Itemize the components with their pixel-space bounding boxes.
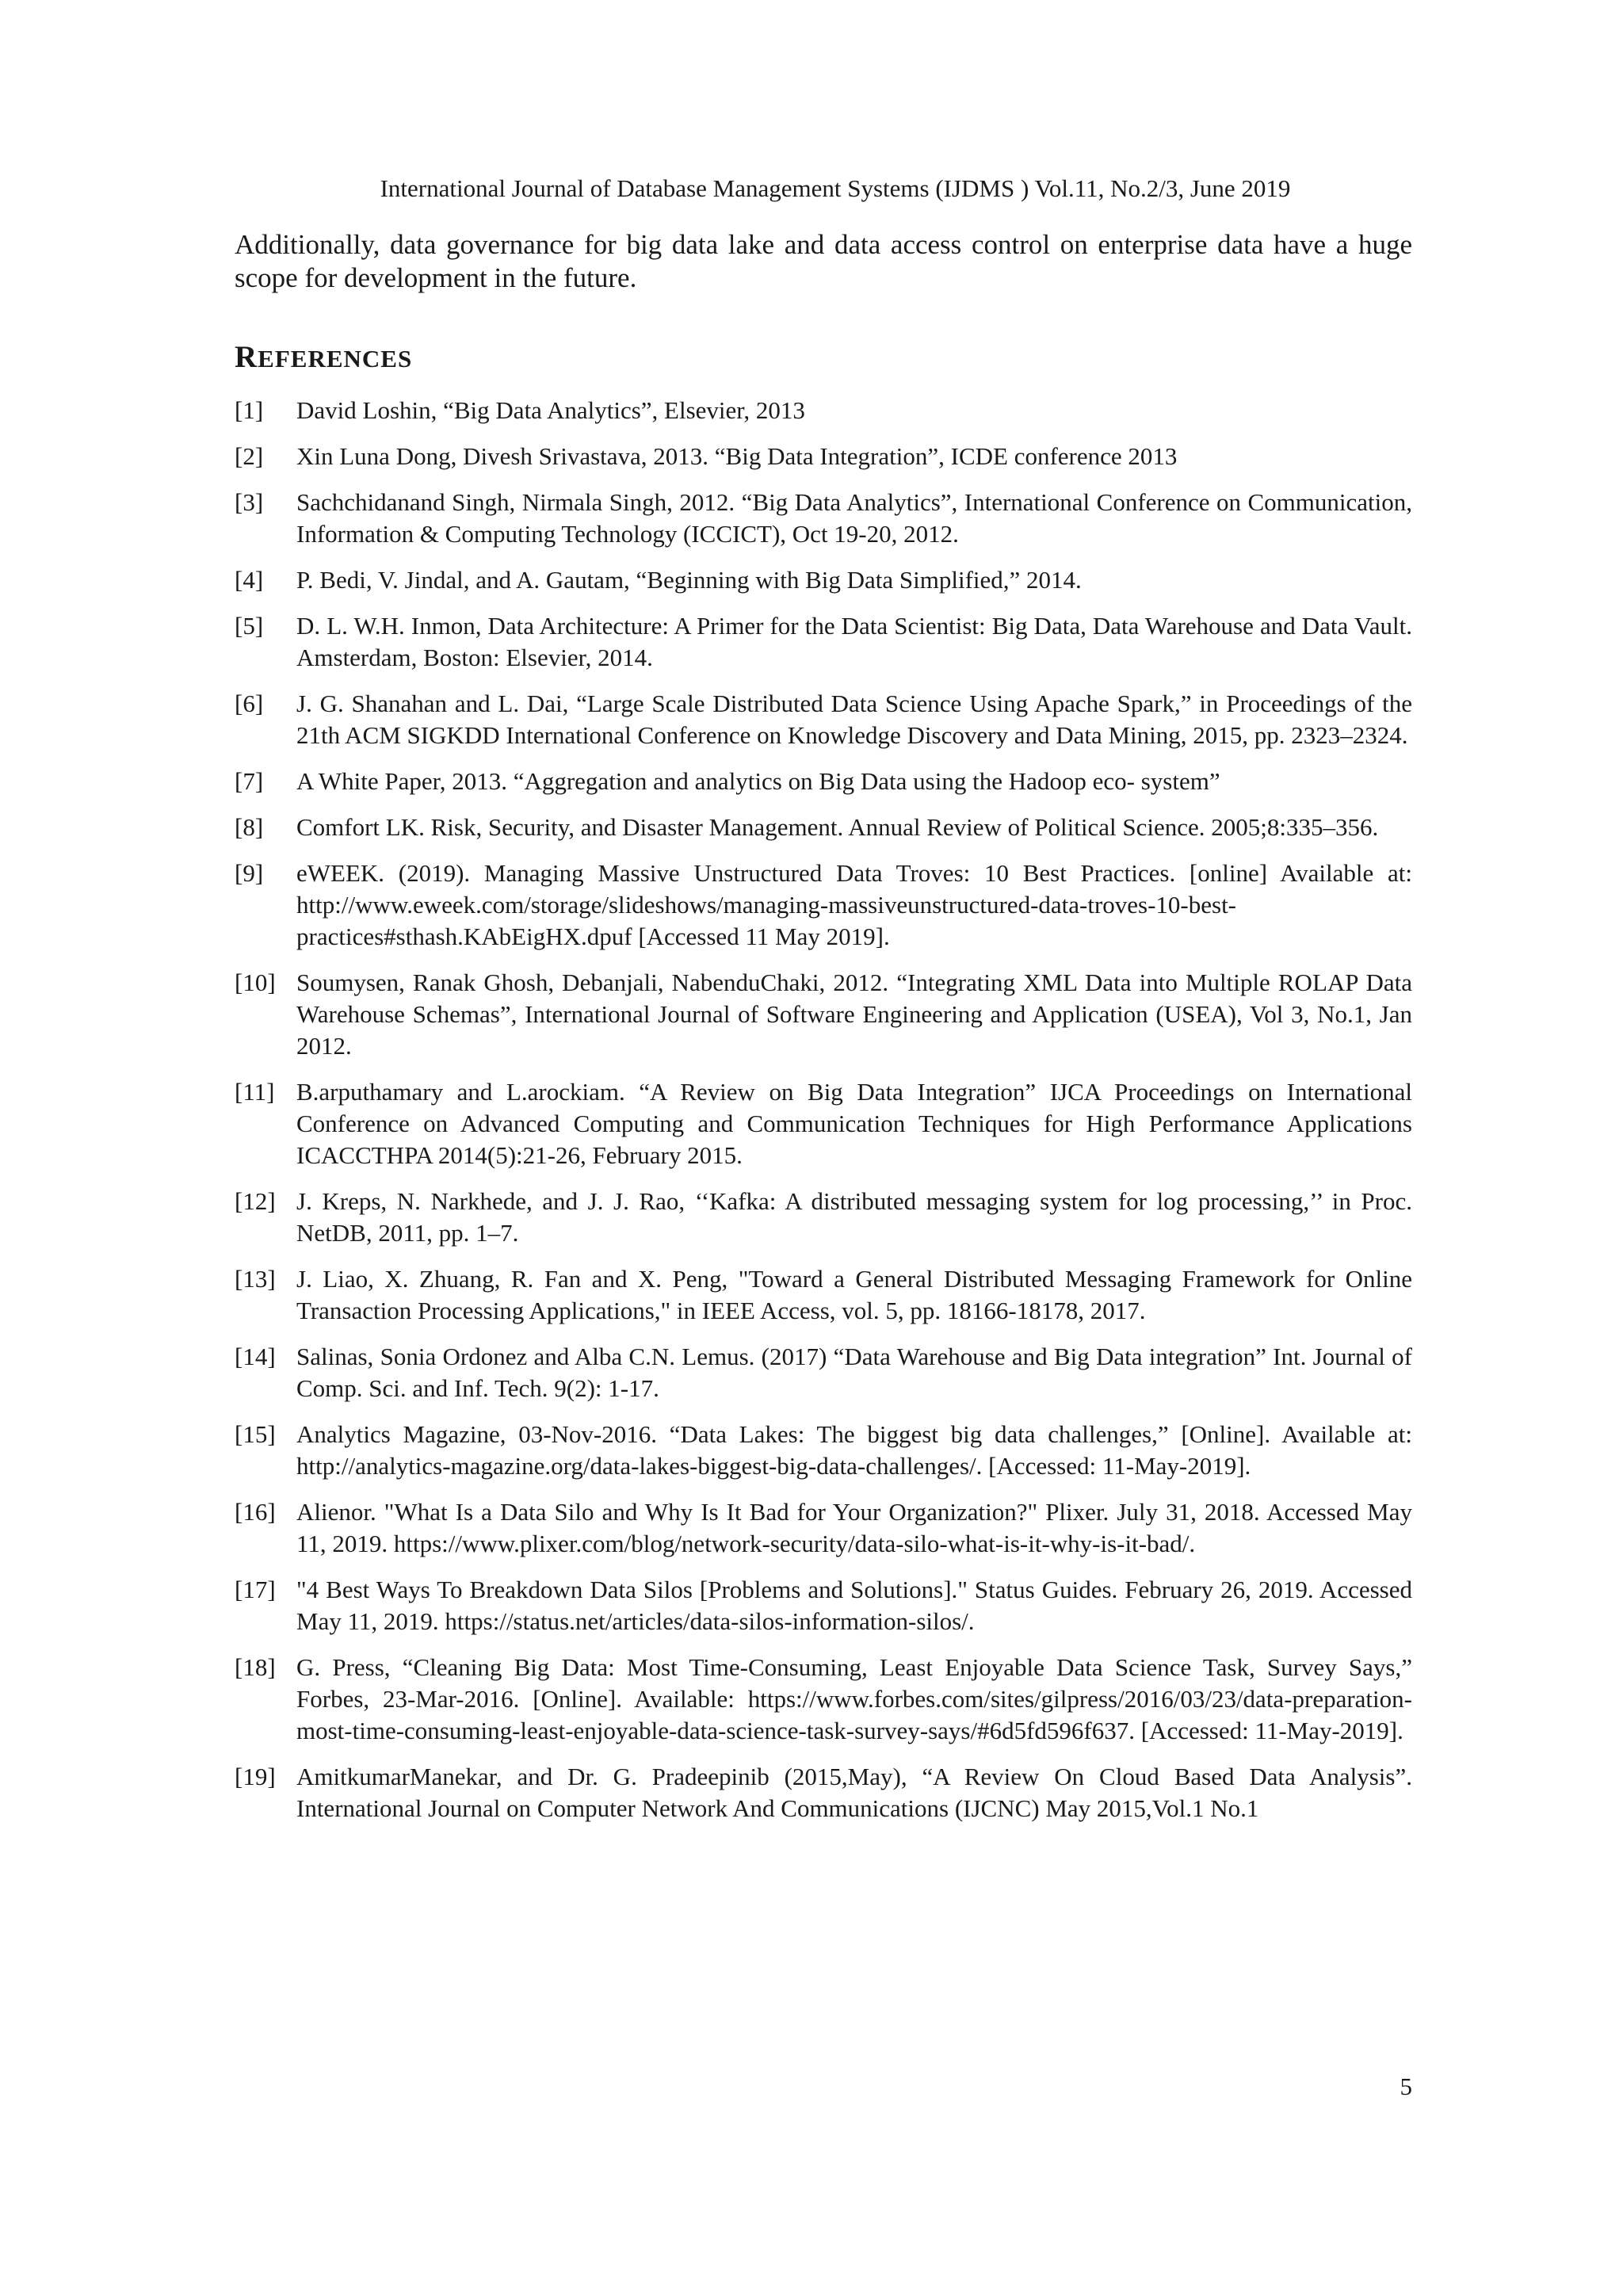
reference-text: Salinas, Sonia Ordonez and Alba C.N. Lemus. (2017) “Data Warehouse and Big Data integration” Int. Journal of Comp. Sci. and Inf. Tech. 9(2): 1-17. [296, 1343, 1412, 1402]
reference-text: J. G. Shanahan and L. Dai, “Large Scale Distributed Data Science Using Apache Spark,” in Proceedings of the 21th ACM SIGKDD International Conference on Knowledge Discovery and Data Mining, 2015, pp. 2323–2324. [296, 690, 1412, 749]
reference-item [235, 1341, 1412, 1404]
reference-item [235, 967, 1412, 1062]
reference-number: [7] [235, 767, 264, 795]
reference-text: Sachchidanand Singh, Nirmala Singh, 2012. “Big Data Analytics”, International Conference on Communication, Information & Computing Technology (ICCICT), Oct 19-20, 2012. [296, 488, 1412, 548]
reference-number: [9] [235, 859, 264, 887]
reference-item [235, 1419, 1412, 1482]
reference-item [235, 441, 1412, 472]
reference-item [235, 487, 1412, 550]
reference-number: [11] [235, 1078, 275, 1106]
reference-text: P. Bedi, V. Jindal, and A. Gautam, “Beginning with Big Data Simplified,” 2014. [296, 566, 1082, 594]
reference-text: J. Liao, X. Zhuang, R. Fan and X. Peng, "Toward a General Distributed Messaging Framework for Online Transaction Processing Applications," in IEEE Access, vol. 5, pp. 18166-18178, 2017. [296, 1265, 1412, 1324]
reference-item [235, 688, 1412, 751]
reference-item [235, 1574, 1412, 1637]
reference-item [235, 564, 1412, 596]
reference-item [235, 1263, 1412, 1327]
reference-item [235, 1761, 1412, 1824]
reference-text: Xin Luna Dong, Divesh Srivastava, 2013. “Big Data Integration”, ICDE conference 2013 [296, 442, 1178, 470]
reference-item [235, 610, 1412, 674]
reference-text: D. L. W.H. Inmon, Data Architecture: A Primer for the Data Scientist: Big Data, Data Warehouse and Data Vault. Amsterdam, Boston: Elsevier, 2014. [296, 612, 1412, 671]
reference-number: [1] [235, 396, 264, 424]
reference-item [235, 1076, 1412, 1171]
reference-number: [12] [235, 1187, 276, 1215]
reference-number: [13] [235, 1265, 276, 1293]
reference-text: Alienor. "What Is a Data Silo and Why Is It Bad for Your Organization?" Plixer. July 31, 2018. Accessed May 11, 2019. https://www.plixer.com/blog/network-security/data-silo-what-is-it-why-is-it-bad/. [296, 1498, 1412, 1557]
reference-number: [17] [235, 1576, 276, 1603]
reference-text: eWEEK. (2019). Managing Massive Unstructured Data Troves: 10 Best Practices. [online] Available at: http://www.eweek.com/storage/slideshows/managing-massiveunstructured-data-troves-10-best-practices#sthash.KAbEigHX.dpuf [Accessed 11 May 2019]. [296, 859, 1412, 950]
reference-text: G. Press, “Cleaning Big Data: Most Time-Consuming, Least Enjoyable Data Science Task, Survey Says,” Forbes, 23-Mar-2016. [Online]. Available: https://www.forbes.com/sites/gilpress/2016/03/23/data-preparation-most-time-consuming-least-enjoyable-data-science-task-survey-says/#6d5fd596f637. [Accessed: 11-May-2019]. [296, 1653, 1412, 1744]
reference-text: AmitkumarManekar, and Dr. G. Pradeepinib (2015,May), “A Review On Cloud Based Data Analysis”. International Journal on Computer Network And Communications (IJCNC) May 2015,Vol.1 No.1 [296, 1763, 1412, 1822]
reference-number: [18] [235, 1653, 276, 1681]
references-heading-rest: EFERENCES [258, 345, 413, 372]
references-heading-initial: R [235, 340, 258, 374]
reference-list [235, 395, 1412, 1839]
reference-item [235, 1496, 1412, 1560]
reference-text: Analytics Magazine, 03-Nov-2016. “Data Lakes: The biggest big data challenges,” [Online]. Available at: http://analytics-magazine.org/data-lakes-biggest-big-data-challenges/. [Accessed: 11-May-2019]. [296, 1420, 1412, 1480]
reference-number: [2] [235, 442, 264, 470]
references-heading [235, 339, 412, 375]
reference-number: [15] [235, 1420, 276, 1448]
reference-number: [14] [235, 1343, 276, 1370]
reference-number: [16] [235, 1498, 276, 1526]
reference-text: David Loshin, “Big Data Analytics”, Elsevier, 2013 [296, 396, 805, 424]
reference-item [235, 1186, 1412, 1249]
reference-number: [6] [235, 690, 264, 717]
reference-text: "4 Best Ways To Breakdown Data Silos [Problems and Solutions]." Status Guides. February 26, 2019. Accessed May 11, 2019. https://status.net/articles/data-silos-information-silos/. [296, 1576, 1412, 1635]
reference-item [235, 1652, 1412, 1747]
intro-paragraph: Additionally, data governance for big data lake and data access control on enterprise data have a huge scope for development in the future. [235, 229, 1412, 293]
running-header: International Journal of Database Management Systems (IJDMS ) Vol.11, No.2/3, June 2019 [380, 174, 1291, 202]
reference-item [235, 766, 1412, 797]
reference-item [235, 858, 1412, 953]
reference-number: [5] [235, 612, 264, 640]
reference-number: [4] [235, 566, 264, 594]
reference-text: A White Paper, 2013. “Aggregation and analytics on Big Data using the Hadoop eco- system” [296, 767, 1220, 795]
reference-item [235, 395, 1412, 426]
reference-text: J. Kreps, N. Narkhede, and J. J. Rao, ‘‘Kafka: A distributed messaging system for log processing,’’ in Proc. NetDB, 2011, pp. 1–7. [296, 1187, 1412, 1247]
reference-text: B.arputhamary and L.arockiam. “A Review on Big Data Integration” IJCA Proceedings on International Conference on Advanced Computing and Communication Techniques for High Performance Applications ICACCTHPA 2014(5):21-26, February 2015. [296, 1078, 1412, 1169]
reference-number: [3] [235, 488, 264, 516]
reference-number: [19] [235, 1763, 276, 1790]
reference-item [235, 812, 1412, 843]
reference-number: [8] [235, 813, 264, 841]
reference-text: Soumysen, Ranak Ghosh, Debanjali, NabenduChaki, 2012. “Integrating XML Data into Multiple ROLAP Data Warehouse Schemas”, International Journal of Software Engineering and Application (USEA), Vol 3, No.1, Jan 2012. [296, 968, 1412, 1060]
reference-text: Comfort LK. Risk, Security, and Disaster Management. Annual Review of Political Science. 2005;8:335–356. [296, 813, 1379, 841]
page-number: 5 [1400, 2073, 1412, 2100]
reference-number: [10] [235, 968, 276, 996]
